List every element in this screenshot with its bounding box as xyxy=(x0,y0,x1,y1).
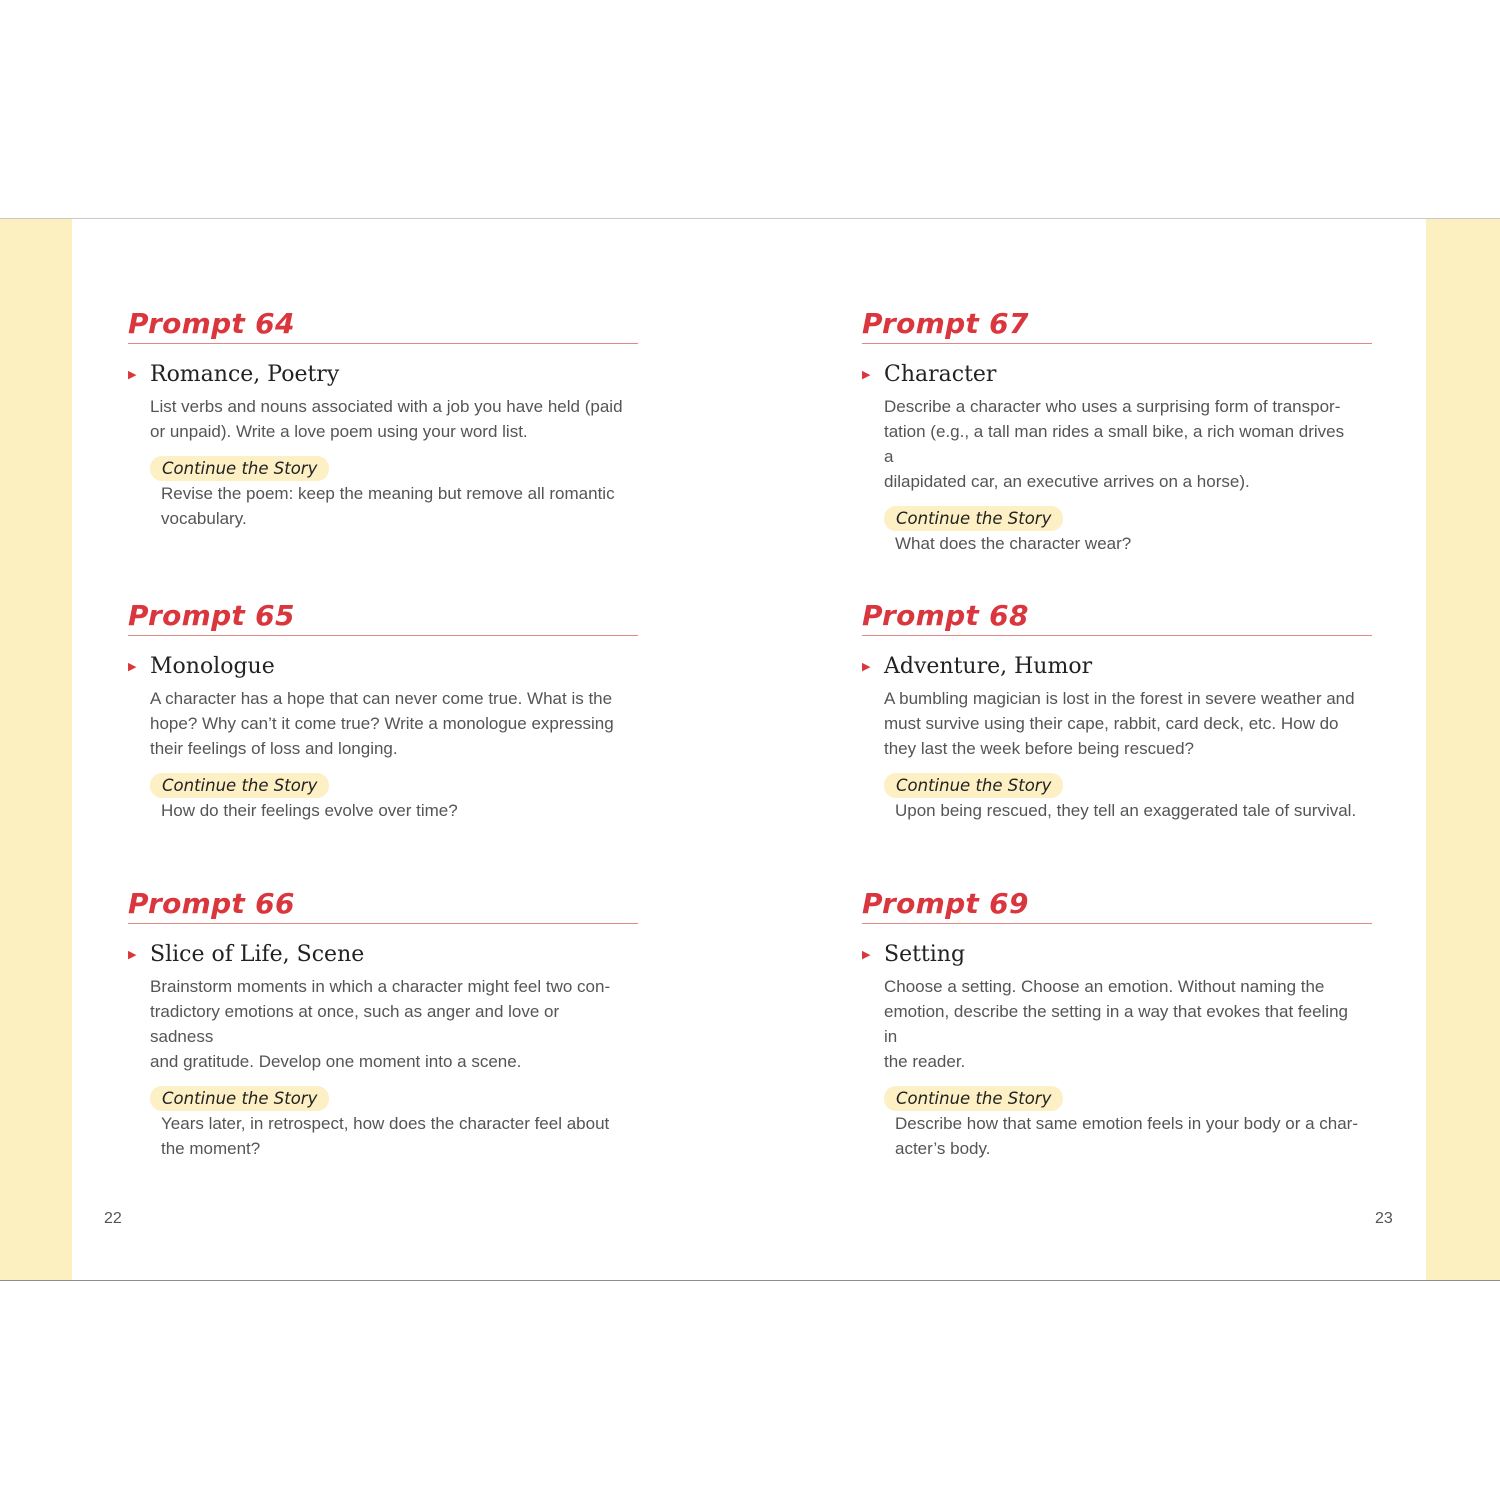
prompt-genre xyxy=(128,650,638,684)
prompt-block xyxy=(862,599,1372,823)
prompt-body xyxy=(128,394,638,444)
prompt-body xyxy=(128,686,638,761)
prompt-genre xyxy=(128,938,638,972)
prompt-body-line: they last the week before being rescued? xyxy=(884,739,1194,758)
page-edge-left xyxy=(0,219,72,1280)
prompt-body-line: must survive using their cape, rabbit, card deck, etc. How do xyxy=(884,714,1339,733)
prompt-genre-label: Slice of Life, Scene xyxy=(150,942,365,967)
prompt-genre xyxy=(862,938,1372,972)
prompt-body-line: dilapidated car, an executive arrives on a horse). xyxy=(884,472,1250,491)
continue-the-story-label: Continue the Story xyxy=(150,773,329,798)
prompt-block xyxy=(862,887,1372,1161)
continue-text-line: acter’s body. xyxy=(895,1139,991,1158)
page-number-left: 22 xyxy=(104,1210,122,1227)
continue-the-story-label: Continue the Story xyxy=(884,773,1063,798)
prompt-body-line: Describe a character who uses a surprising form of transpor- xyxy=(884,397,1341,416)
triangle-bullet-icon: ▶ xyxy=(128,660,137,673)
prompt-body-line: Brainstorm moments in which a character might feel two con- xyxy=(150,977,611,996)
prompt-genre-label: Adventure, Humor xyxy=(884,654,1093,679)
continue-section xyxy=(862,773,1372,823)
prompt-title: Prompt 69 xyxy=(862,887,1372,924)
prompt-title: Prompt 68 xyxy=(862,599,1372,636)
continue-section xyxy=(128,456,638,531)
continue-text-line: Upon being rescued, they tell an exaggerated tale of survival. xyxy=(895,801,1357,820)
triangle-bullet-icon: ▶ xyxy=(862,368,871,381)
prompt-body-line: hope? Why can’t it come true? Write a monologue expressing xyxy=(150,714,614,733)
prompt-genre-label: Character xyxy=(884,362,997,387)
continue-section xyxy=(128,773,638,823)
continue-the-story-label: Continue the Story xyxy=(150,1086,329,1111)
continue-text xyxy=(150,1111,638,1161)
continue-text-line: What does the character wear? xyxy=(895,534,1132,553)
prompt-body xyxy=(862,974,1372,1074)
continue-text xyxy=(884,1111,1372,1161)
continue-text-line: How do their feelings evolve over time? xyxy=(161,801,458,820)
continue-text xyxy=(884,798,1372,823)
continue-text xyxy=(150,798,638,823)
prompt-block xyxy=(128,307,638,531)
prompt-genre xyxy=(862,650,1372,684)
continue-the-story-label: Continue the Story xyxy=(884,506,1063,531)
prompt-body xyxy=(862,686,1372,761)
continue-the-story-label: Continue the Story xyxy=(150,456,329,481)
continue-text-line: the moment? xyxy=(161,1139,261,1158)
prompt-body-line: tation (e.g., a tall man rides a small bike, a rich woman drives a xyxy=(884,422,1345,466)
continue-text xyxy=(150,481,638,531)
prompt-title: Prompt 64 xyxy=(128,307,638,344)
prompt-genre-label: Monologue xyxy=(150,654,275,679)
prompt-body-line: or unpaid). Write a love poem using your word list. xyxy=(150,422,528,441)
prompt-body-line: emotion, describe the setting in a way that evokes that feeling in xyxy=(884,1002,1348,1046)
book-spread xyxy=(0,218,1500,1281)
prompt-block xyxy=(128,887,638,1161)
prompt-body-line: A bumbling magician is lost in the forest in severe weather and xyxy=(884,689,1355,708)
prompt-title: Prompt 67 xyxy=(862,307,1372,344)
triangle-bullet-icon: ▶ xyxy=(128,368,137,381)
continue-the-story-label: Continue the Story xyxy=(884,1086,1063,1111)
prompt-title: Prompt 65 xyxy=(128,599,638,636)
continue-text-line: Years later, in retrospect, how does the character feel about xyxy=(161,1114,610,1133)
continue-section xyxy=(128,1086,638,1161)
prompt-block xyxy=(128,599,638,823)
prompt-body-line: tradictory emotions at once, such as anger and love or sadness xyxy=(150,1002,560,1046)
continue-section xyxy=(862,506,1372,556)
continue-text-line: vocabulary. xyxy=(161,509,247,528)
prompt-block xyxy=(862,307,1372,556)
prompt-genre-label: Setting xyxy=(884,942,966,967)
prompt-body-line: A character has a hope that can never come true. What is the xyxy=(150,689,613,708)
prompt-body-line: their feelings of loss and longing. xyxy=(150,739,398,758)
prompt-body-line: List verbs and nouns associated with a job you have held (paid xyxy=(150,397,623,416)
prompt-title: Prompt 66 xyxy=(128,887,638,924)
prompt-body xyxy=(862,394,1372,494)
continue-text xyxy=(884,531,1372,556)
prompt-body xyxy=(128,974,638,1074)
continue-text-line: Revise the poem: keep the meaning but remove all romantic xyxy=(161,484,615,503)
page-edge-right xyxy=(1426,219,1500,1280)
prompt-genre-label: Romance, Poetry xyxy=(150,362,340,387)
triangle-bullet-icon: ▶ xyxy=(862,948,871,961)
prompt-body-line: the reader. xyxy=(884,1052,966,1071)
triangle-bullet-icon: ▶ xyxy=(128,948,137,961)
continue-section xyxy=(862,1086,1372,1161)
prompt-body-line: and gratitude. Develop one moment into a scene. xyxy=(150,1052,522,1071)
prompt-genre xyxy=(128,358,638,392)
continue-text-line: Describe how that same emotion feels in your body or a char- xyxy=(895,1114,1359,1133)
triangle-bullet-icon: ▶ xyxy=(862,660,871,673)
prompt-body-line: Choose a setting. Choose an emotion. Without naming the xyxy=(884,977,1325,996)
page-number-right: 23 xyxy=(1375,1210,1393,1227)
prompt-genre xyxy=(862,358,1372,392)
